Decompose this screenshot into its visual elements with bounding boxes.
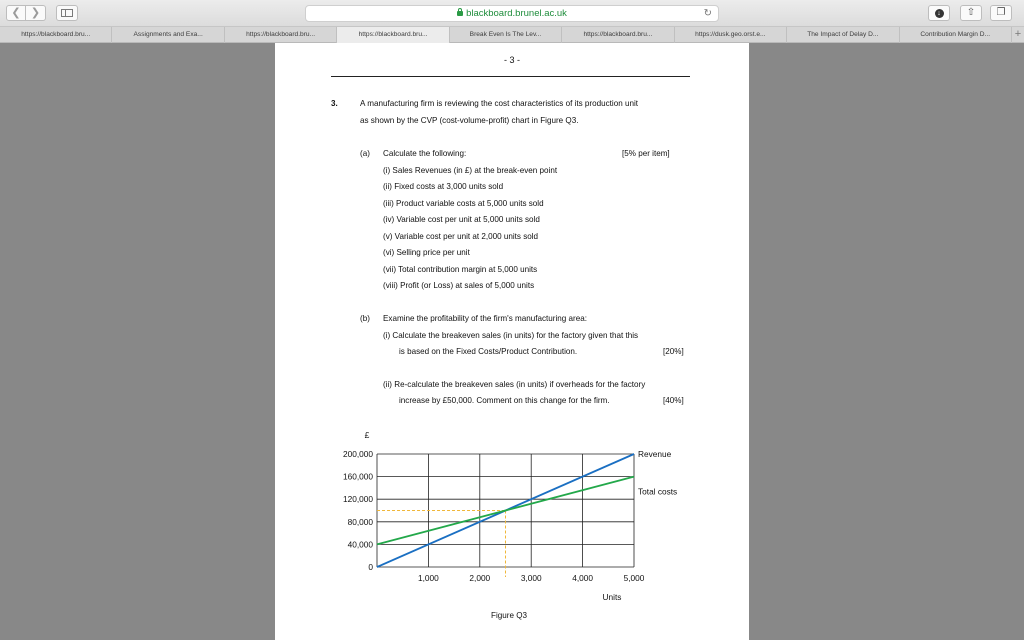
cvp-chart <box>275 43 749 640</box>
part-a-item: (i) Sales Revenues (in £) at the break-even point <box>383 166 558 175</box>
question-intro-line-2: as shown by the CVP (cost-volume-profit) chart in Figure Q3. <box>360 116 579 125</box>
browser-toolbar <box>0 0 1024 27</box>
tabs-icon: ❐ <box>996 7 1006 18</box>
y-tick-label: 40,000 <box>347 539 373 550</box>
part-a-item: (vii) Total contribution margin at 5,000 units <box>383 265 538 274</box>
tab[interactable]: https://blackboard.bru... <box>562 27 674 43</box>
x-tick-label: 1,000 <box>418 573 439 583</box>
part-a-item: (v) Variable cost per unit at 2,000 units sold <box>383 232 539 241</box>
tab[interactable]: https://dusk.geo.orst.e... <box>675 27 787 43</box>
x-axis-label: Units <box>602 592 622 602</box>
tab-bar <box>0 27 1024 43</box>
tab[interactable]: Break Even Is The Lev... <box>450 27 562 43</box>
part-a-item: (vi) Selling price per unit <box>383 248 470 257</box>
x-tick-label: 3,000 <box>520 573 542 583</box>
legend-label: Revenue <box>638 449 672 459</box>
part-a-item: (iii) Product variable costs at 5,000 units sold <box>383 199 544 208</box>
chevron-left-icon: ❮ <box>11 7 21 19</box>
nav-buttons <box>6 5 46 21</box>
reload-icon[interactable]: ↻ <box>703 8 712 19</box>
tab[interactable]: https://blackboard.bru... <box>0 27 112 43</box>
address-bar[interactable] <box>305 5 719 22</box>
y-axis-label: £ <box>364 430 370 440</box>
part-b-prompt: Examine the profitability of the firm's manufacturing area: <box>383 314 587 323</box>
document-page <box>275 43 749 640</box>
y-tick-label: 0 <box>368 562 373 572</box>
tab-active[interactable]: https://blackboard.bru... <box>337 27 449 43</box>
part-a-label: (a) <box>360 149 370 158</box>
x-tick-label: 4,000 <box>572 573 593 583</box>
y-tick-label: 120,000 <box>343 494 373 505</box>
part-a-marks: [5% per item] <box>622 149 670 158</box>
part-b-ii-marks: [40%] <box>663 396 684 405</box>
tab[interactable]: The Impact of Delay D... <box>787 27 899 43</box>
part-b-i-line-1: (i) Calculate the breakeven sales (in units) for the factory given that this <box>383 331 639 340</box>
back-button[interactable] <box>6 5 26 21</box>
part-b-ii-line-1: (ii) Re-calculate the breakeven sales (in units) if overheads for the factory <box>383 380 646 389</box>
tab[interactable]: Contribution Margin D... <box>900 27 1012 43</box>
forward-button[interactable] <box>26 5 46 21</box>
part-a-item: (viii) Profit (or Loss) at sales of 5,000 units <box>383 281 535 290</box>
y-tick-label: 80,000 <box>347 516 373 527</box>
url-text: blackboard.brunel.ac.uk <box>466 8 567 19</box>
series-line-total-costs <box>377 477 634 545</box>
tab[interactable]: Assignments and Exa... <box>112 27 224 43</box>
tab[interactable]: https://blackboard.bru... <box>225 27 337 43</box>
part-a-prompt: Calculate the following: <box>383 149 467 158</box>
x-tick-label: 5,000 <box>623 573 645 583</box>
new-tab-button[interactable]: + <box>1014 28 1022 40</box>
y-tick-label: 160,000 <box>343 471 373 482</box>
legend-label: Total costs <box>638 486 678 497</box>
page-number: - 3 - <box>503 55 520 65</box>
part-a-item: (iv) Variable cost per unit at 5,000 units sold <box>383 215 540 224</box>
sidebar-icon <box>61 9 73 17</box>
downloads-button[interactable] <box>928 5 950 21</box>
sidebar-toggle-button[interactable] <box>56 5 78 21</box>
part-a-item: (ii) Fixed costs at 3,000 units sold <box>383 182 504 191</box>
url-display <box>306 7 718 21</box>
x-tick-label: 2,000 <box>469 573 491 583</box>
question-intro-line-1: A manufacturing firm is reviewing the cost characteristics of its production unit <box>360 99 639 108</box>
show-tabs-button[interactable] <box>990 5 1012 21</box>
question-number: 3. <box>331 99 338 108</box>
share-button[interactable] <box>960 5 982 21</box>
part-b-ii-line-2: increase by £50,000. Comment on this change for the firm. <box>399 396 610 405</box>
part-b-i-line-2: is based on the Fixed Costs/Product Contribution. <box>399 347 578 356</box>
chevron-right-icon: ❯ <box>30 7 41 19</box>
download-icon: ↓ <box>935 9 944 18</box>
y-tick-label: 200,000 <box>343 449 373 459</box>
figure-caption: Figure Q3 <box>491 611 527 620</box>
share-icon: ⇧ <box>966 7 976 18</box>
part-b-label: (b) <box>360 314 370 323</box>
part-b-i-marks: [20%] <box>663 347 684 356</box>
lock-icon <box>457 11 463 16</box>
